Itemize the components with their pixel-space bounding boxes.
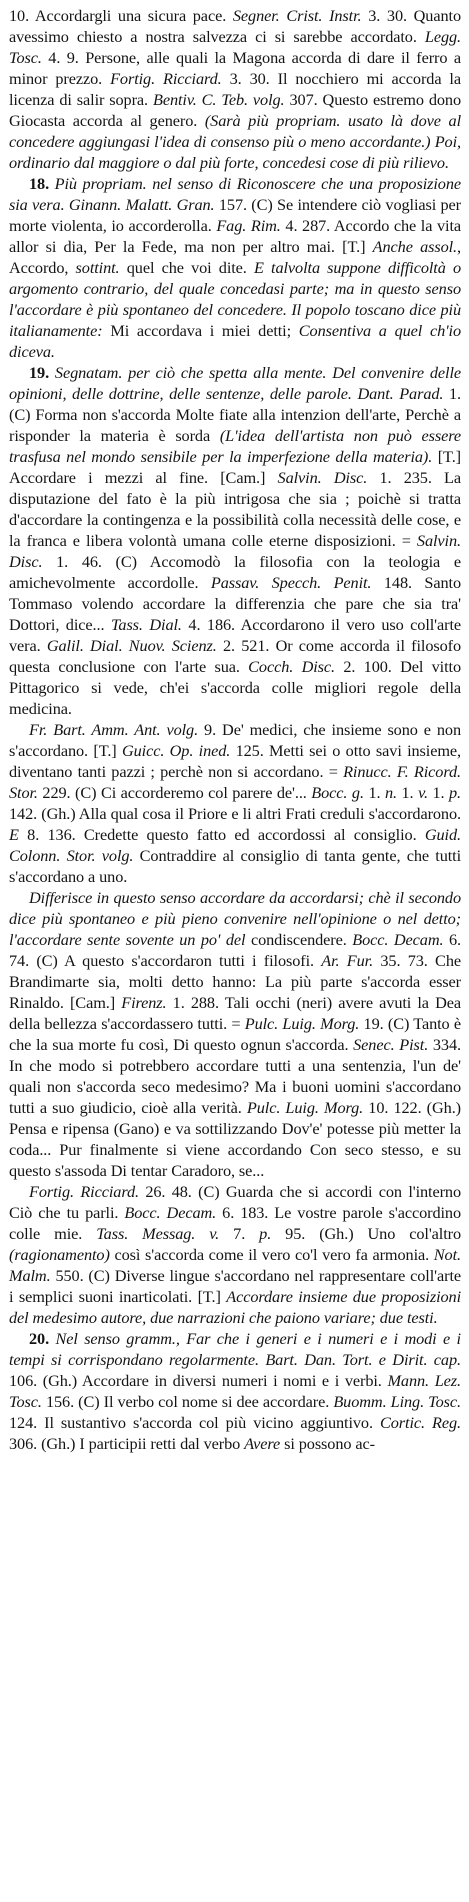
text-run: , Accordo,	[9, 237, 461, 277]
italic-text: E talvolta suppone difficoltà o argomento contrario, del quale concedasi parte; ma in questo senso l'accordare è più spontaneo del concedere. Il popolo toscano dice più italianamente:	[9, 258, 461, 340]
italic-text: Dant. Parad.	[357, 384, 444, 403]
sense-number: 18.	[29, 174, 55, 193]
text-run: si possono ac-	[280, 1434, 375, 1453]
italic-text: Pulc. Luig. Morg.	[246, 1098, 364, 1117]
sense-number: 20.	[29, 1329, 56, 1348]
text-run: 1. 46. (C) Accomodò la filosofia con la teologia e amichevolmente accordolle.	[9, 552, 461, 592]
italic-text: Differisce in questo senso accordare da accordarsi; chè il secondo dice più spontaneo e più pieno convenire nell'opinione o nel detto; l'accordare sente sovente un po' del	[9, 888, 461, 949]
entry-paragraph	[9, 173, 461, 362]
text-run: 9. De' medici, che insieme sono e non s'accordano. [T.]	[9, 720, 461, 760]
text-run: 4. 186. Accordarono il vero uso coll'arte vera.	[9, 615, 462, 655]
italic-text: Guid. Colonn. Stor. volg.	[9, 825, 461, 865]
text-run: 3. 30. Quanto avessimo chiesto a nostra salvezza ci si sarebbe accordato.	[9, 6, 461, 46]
text-run: 26. 48. (C) Guarda che si accordi con l'interno Ciò che tu parli.	[9, 1182, 461, 1222]
italic-text: n.	[384, 783, 397, 802]
text-run: 306. (Gh.) I participii retti dal verbo	[9, 1434, 245, 1453]
text-run: 8. 136. Credette questo fatto ed accordossi al consiglio.	[18, 825, 425, 844]
italic-text: sottint.	[75, 258, 120, 277]
text-run: 6. 183. Le vostre parole s'accordino colle mie.	[9, 1203, 461, 1243]
italic-text: Guicc. Op. ined.	[121, 741, 231, 760]
text-run: 334. In che modo si potrebbero accordare tutti a una sentenzia, l'un de' quali non s'accorda seco medesimo? Ma i buoni uomini s'accordano tutti a suo giudicio, cioè alla verità.	[9, 1035, 461, 1117]
italic-text: Galil. Dial. Nuov. Scienz.	[46, 636, 217, 655]
text-run: quel che voi dite.	[119, 258, 254, 277]
text-run: 7.	[219, 1224, 260, 1243]
text-run: 3. 30. Il nocchiero mi accorda la licenza di salir sopra.	[9, 69, 461, 109]
text-run: Contraddire al consiglio di tanta gente, che tutti s'accordano a uno.	[9, 846, 461, 886]
italic-text: Bocc. Decam.	[124, 1203, 217, 1222]
italic-text: (Sarà più propriam. usato là dove al concedere aggiungasi l'idea di consenso più o meno accordante.)	[9, 111, 461, 151]
text-run: 10. 122. (Gh.) Pensa e ripensa (Gano) e va sottilizzando Dov'e' potesse più metter la coda... Pur finalmente si viene accordando Con seco stesso, e su questo s'assoda Di tentar Caradoro, se...	[9, 1098, 461, 1180]
italic-text: Salvin. Disc.	[9, 531, 461, 571]
italic-text: Fr. Bart. Amm. Ant. volg.	[29, 720, 199, 739]
italic-text: Bocc. g.	[311, 783, 364, 802]
italic-text: (L'idea dell'artista non può essere trasfusa nel mondo sensibile per la imperfezione della materia).	[9, 426, 462, 466]
italic-text: Firenz.	[121, 993, 167, 1012]
italic-text: Ar. Fur.	[321, 951, 374, 970]
entry-paragraph	[9, 887, 461, 1181]
text-run: 1.	[397, 783, 419, 802]
text-run: condiscendere.	[245, 930, 353, 949]
italic-text: E	[9, 825, 19, 844]
italic-text: Accordare insieme due proposizioni del medesimo autore, due narrazioni che paiono variare; due testi.	[9, 1287, 461, 1327]
text-run: 1.	[363, 783, 385, 802]
italic-text: Fortig. Ricciard.	[110, 69, 222, 88]
italic-text: Pulc. Luig. Morg.	[244, 1014, 360, 1033]
italic-text: Fag. Rim.	[216, 216, 281, 235]
text-run: 1.	[427, 783, 450, 802]
text-run: 307. Questo estremo dono Giocasta accorda al genero.	[9, 90, 461, 130]
text-run: 142. (Gh.) Alla qual cosa il Priore e li altri Frati creduli s'accordarono.	[9, 804, 461, 823]
text-run: [T.] Accordare i mezzi al fine. [Cam.]	[9, 447, 461, 487]
entry-paragraph	[9, 1181, 461, 1328]
italic-text: Cortic. Reg.	[379, 1413, 461, 1432]
text-run: così s'accorda come il vero co'l vero fa armonia.	[109, 1245, 434, 1264]
text-run: 4. 287. Accordo che la vita allor si dia, Per la Fede, ma non per altro mai. [T.]	[9, 216, 462, 256]
italic-text: Anche assol.	[372, 237, 458, 256]
italic-text: Consentiva a quel ch'io diceva.	[9, 321, 461, 361]
italic-text: Avere	[244, 1434, 281, 1453]
italic-text: (ragionamento)	[9, 1245, 110, 1264]
text-run: 125. Metti sei o otto savi insieme, diventano tanti pazzi ; perchè non si accordano. =	[9, 741, 461, 781]
italic-text: Segnatam. per ciò che spetta alla mente. Del convenire delle opinioni, delle dottrine, delle sentenze, delle parole.	[9, 363, 461, 403]
italic-text: Ginann. Malatt. Gran.	[68, 195, 215, 214]
italic-text: Rinucc. F. Ricord. Stor.	[9, 762, 461, 802]
text-run: 156. (C) Il verbo col nome si dee accordare.	[41, 1392, 334, 1411]
italic-text: Tass. Dial.	[110, 615, 182, 634]
text-run: 10. Accordargli una sicura pace.	[9, 6, 233, 25]
italic-text: Segner. Crist. Instr.	[232, 6, 362, 25]
text-run: 2. 521. Or come accorda il filosofo questa conclusione con l'arte sua.	[9, 636, 461, 676]
entry-paragraph	[9, 1328, 461, 1454]
italic-text: v.	[418, 783, 428, 802]
italic-text: Cocch. Disc.	[248, 657, 335, 676]
text-run: 229. (C) Ci accorderemo col parere de'...	[37, 783, 312, 802]
italic-text: Legg. Tosc.	[9, 27, 461, 67]
italic-text: Tass. Messag. v.	[96, 1224, 220, 1243]
italic-text: Nel senso gramm., Far che i generi e i numeri e i modi e i tempi si corrispondano regolarmente.	[9, 1329, 461, 1369]
text-run: 95. (Gh.) Uno col'altro	[271, 1224, 462, 1243]
text-run: 1. (C) Forma non s'accorda Molte fiate alla intenzion dell'arte, Perchè a risponder la materia è sorda	[9, 384, 461, 445]
italic-text: Salvin. Disc.	[277, 468, 368, 487]
italic-text: p.	[449, 783, 462, 802]
text-run: 124. Il sustantivo s'accorda col più vicino aggiuntivo.	[9, 1413, 380, 1432]
italic-text: Not. Malm.	[9, 1245, 461, 1285]
sense-number: 19.	[29, 363, 55, 382]
entry-paragraph	[9, 719, 461, 887]
text-run: 1. 235. La disputazione del fato è la più intrigosa che sia ; poichè si tratta d'accordare la contingenza e la possibilità colla necessità delle cose, e la franca e libera volontà umana colle eterne disposizioni. =	[9, 468, 461, 550]
text-run: 148. Santo Tommaso volendo accordare la differenzia che pare che sia tra' Dottori, dice...	[9, 573, 462, 634]
text-run: 2. 100. Del vitto Pittagorico si vede, ch'ei s'accorda colle migliori regole della medicina.	[9, 657, 461, 718]
text-run: 1. 288. Tali occhi (neri) avere avuti la Dea della bellezza s'accordassero tutti. =	[9, 993, 461, 1033]
text-run: 550. (C) Diverse lingue s'accordano nel rappresentare coll'arte i semplici suoni inarticolati. [T.]	[9, 1266, 461, 1306]
italic-text: Mann. Lez. Tosc.	[9, 1371, 461, 1411]
italic-text: Passav. Specch. Penit.	[210, 573, 372, 592]
entry-paragraph	[9, 5, 461, 173]
entry-paragraph	[9, 362, 461, 719]
italic-text: Fortig. Ricciard.	[29, 1182, 139, 1201]
italic-text: Bentiv. C. Teb. volg.	[152, 90, 285, 109]
italic-text: Bart. Dan. Tort. e Dirit. cap.	[265, 1350, 461, 1369]
italic-text: Senec. Pist.	[353, 1035, 429, 1054]
text-run: 157. (C) Se intendere ciò vogliasi per morte violenta, io accorderolla.	[9, 195, 461, 235]
italic-text: Buomm. Ling. Tosc.	[333, 1392, 462, 1411]
text-run: 19. (C) Tanto è che la sua morte fu così, Di questo ognun s'accorda.	[9, 1014, 461, 1054]
italic-text: p.	[259, 1224, 272, 1243]
text-run: 6. 74. (C) A questo s'accordaron tutti i filosofi.	[9, 930, 461, 970]
italic-text: Bocc. Decam.	[352, 930, 444, 949]
italic-text: Poi, ordinario dal maggiore o dal più forte, concedesi cose di più rilievo.	[9, 132, 461, 172]
italic-text: Più propriam. nel senso di Riconoscere che una proposizione sia vera.	[9, 174, 462, 214]
text-run: 106. (Gh.) Accordare in diversi numeri i nomi e i verbi.	[9, 1371, 388, 1390]
text-run: 35. 73. Che Brandimarte sia, molti detto hanno: La più parte s'accorda esser Rinaldo. [Cam.]	[9, 951, 461, 1012]
text-run: 4. 9. Persone, alle quali la Magona accorda di dare il ferro a minor prezzo.	[9, 48, 461, 88]
text-run: Mi accordava i miei detti;	[102, 321, 299, 340]
